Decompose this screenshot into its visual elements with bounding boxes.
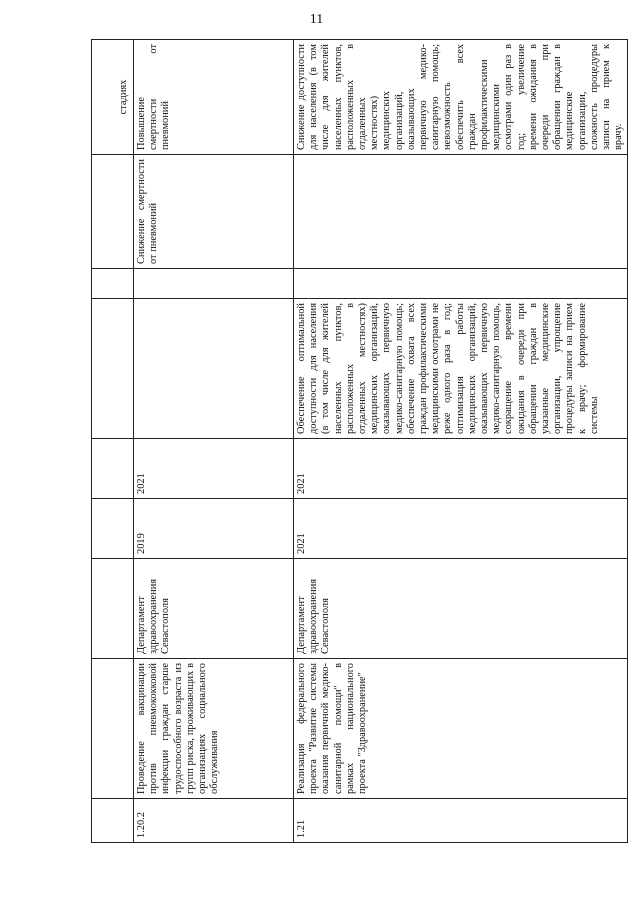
start-year-cell: 2021: [294, 499, 628, 559]
row-number: 1.21: [294, 799, 628, 843]
empty-cell: [294, 269, 628, 299]
empty-cell: [92, 799, 134, 843]
empty-cell: [92, 269, 134, 299]
result-cell: [134, 299, 294, 439]
empty-cell: [92, 439, 134, 499]
empty-cell: [92, 499, 134, 559]
event-cell: Проведение вакцинации против пневмококковой инфекции граждан старше трудоспособного возраста из групп риска, проживающих в организациях социального обслуживания: [134, 659, 294, 799]
problem-cell: Повышение смертности от пневмоний: [134, 40, 294, 155]
empty-cell: [92, 659, 134, 799]
executor-cell: Департамент здравоохранения Севастополя: [134, 559, 294, 659]
empty-cell: [92, 559, 134, 659]
goal-cell: Снижение смертности от пневмоний: [134, 155, 294, 269]
end-year-cell: 2021: [134, 439, 294, 499]
end-year-cell: 2021: [294, 439, 628, 499]
table-row: [92, 40, 134, 843]
page-number: 11: [309, 12, 324, 27]
empty-cell: [134, 269, 294, 299]
problem-cell: Снижение доступности для населения (в том числе для жителей населенных пунктов, расположенных в отдаленных местностях) медицинских организаций, оказывающих первичную медико-санитарную помощь; невозможность обеспечить всех граждан профилактическими медицинскими осмотрами один раз в год; увеличение времени ожидания в очереди при обращении граждан в медицинские организации, сложность процедуры записи на прием к врачу.: [294, 40, 628, 155]
rotated-table-area: [91, 40, 625, 843]
event-cell: Реализация федерального проекта "Развитие системы оказания первичной медико-санитарной помощи" в рамках национального проекта "Здравоохранение": [294, 659, 628, 799]
continuation-cell: стадиях: [92, 40, 134, 155]
table-row: [294, 40, 628, 843]
row-number: 1.20.2: [134, 799, 294, 843]
result-cell: Обеспечение оптимальной доступности для населения (в том числе для жителей населенных пунктов, расположенных в отдаленных местностях) медицинских организаций, оказывающих первичную медико-санитарную помощь; обеспечение охвата всех граждан профилактическими медицинскими осмотрами не реже одного раза в год; оптимизация работы медицинских организаций, оказывающих первичную медико-санитарную помощь, сокращение времени ожидания в очереди при обращении граждан в указанные медицинские организации, упрощение процедуры записи на прием к врачу; формирование системы: [294, 299, 628, 439]
executor-cell: Департамент здравоохранения Севастополя: [294, 559, 628, 659]
empty-cell: [92, 155, 134, 269]
empty-cell: [92, 299, 134, 439]
goal-cell: [294, 155, 628, 269]
table-row: [134, 40, 294, 843]
start-year-cell: 2019: [134, 499, 294, 559]
measures-table: [91, 39, 628, 843]
